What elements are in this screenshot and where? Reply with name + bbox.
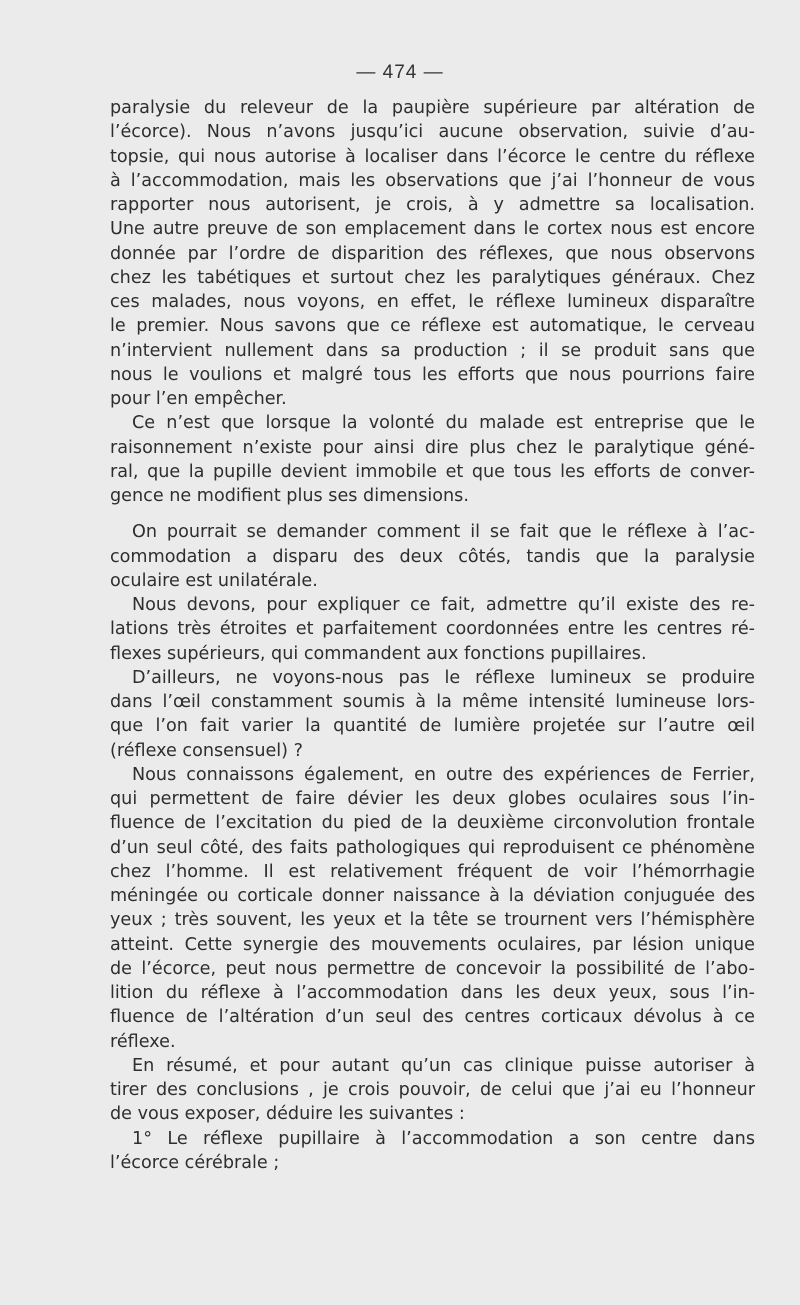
- text-line: (réflexe consensuel) ?: [110, 740, 303, 761]
- text-line: raisonnement n’existe pour ainsi dire plus chez le paralytique géné-: [110, 437, 755, 458]
- text-line: ces malades, nous voyons, en effet, le réflexe lumineux disparaître: [110, 292, 755, 312]
- text-line: gence ne modifient plus ses dimensions.: [110, 486, 469, 506]
- text-line: qui permettent de faire dévier les deux globes oculaires sous l’in-: [110, 789, 755, 809]
- text-line: tirer des conclusions , je crois pouvoir, de celui que j’ai eu l’honneur: [110, 1080, 755, 1100]
- text-line: chez l’homme. Il est relativement fréquent de voir l’hémorrhagie: [110, 861, 755, 882]
- text-line: commodation a disparu des deux côtés, tandis que la paralysie: [110, 546, 755, 567]
- text-line: On pourrait se demander comment il se fait que le réflexe à l’ac-: [132, 522, 755, 543]
- text-line: pour l’en empêcher.: [110, 389, 287, 409]
- body-text: [110, 96, 755, 1175]
- text-line: réflexe.: [110, 1031, 176, 1052]
- text-line: chez les tabétiques et surtout chez les paralytiques généraux. Chez: [110, 267, 755, 288]
- text-line: rapporter nous autorisent, je crois, à y admettre sa localisation.: [110, 195, 755, 215]
- text-line: à l’accommodation, mais les observations que j’ai l’honneur de vous: [110, 170, 755, 191]
- paragraph-gap: [110, 508, 755, 520]
- page-number: — 474 —: [356, 62, 444, 83]
- text-line: méningée ou corticale donner naissance à la déviation conjuguée des: [110, 886, 755, 906]
- text-line: n’intervient nullement dans sa production ; il se produit sans que: [110, 340, 755, 361]
- text-line: de vous exposer, déduire les suivantes :: [110, 1104, 465, 1125]
- text-line: fluence de l’altération d’un seul des centres corticaux dévolus à ce: [110, 1007, 755, 1028]
- text-line: Une autre preuve de son emplacement dans le cortex nous est encore: [110, 219, 755, 240]
- text-line: D’ailleurs, ne voyons-nous pas le réflexe lumineux se produire: [132, 667, 755, 688]
- text-line: dans l’œil constamment soumis à la même intensité lumineuse lors-: [110, 692, 755, 712]
- text-line: de l’écorce, peut nous permettre de concevoir la possibilité de l’abo-: [110, 958, 755, 979]
- text-line: l’écorce cérébrale ;: [110, 1152, 280, 1173]
- text-line: d’un seul côté, des faits pathologiques qui reproduisent ce phénomène: [110, 837, 755, 858]
- text-line: flexes supérieurs, qui commandent aux fonctions pupillaires.: [110, 643, 647, 664]
- text-line: Nous devons, pour expliquer ce fait, admettre qu’il existe des re-: [132, 595, 755, 615]
- text-line: 1° Le réflexe pupillaire à l’accommodation a son centre dans: [132, 1128, 755, 1149]
- text-line: lition du réflexe à l’accommodation dans les deux yeux, sous l’in-: [110, 983, 755, 1003]
- text-line: l’écorce). Nous n’avons jusqu’ici aucune observation, suivie d’au-: [110, 122, 755, 143]
- text-line: yeux ; très souvent, les yeux et la tête se trournent vers l’hémisphère: [110, 910, 755, 931]
- text-line: fluence de l’excitation du pied de la deuxième circonvolution frontale: [110, 813, 755, 834]
- text-line: lations très étroites et parfaitement coordonnées entre les centres ré-: [110, 619, 755, 640]
- text-line: le premier. Nous savons que ce réflexe est automatique, le cerveau: [110, 316, 755, 337]
- text-line: atteint. Cette synergie des mouvements oculaires, par lésion unique: [110, 934, 755, 955]
- text-line: En résumé, et pour autant qu’un cas clinique puisse autoriser à: [132, 1055, 755, 1076]
- text-line: Nous connaissons également, en outre des expériences de Ferrier,: [132, 764, 755, 785]
- text-line: ral, que la pupille devient immobile et que tous les efforts de conver-: [110, 461, 755, 482]
- text-line: donnée par l’ordre de disparition des réflexes, que nous observons: [110, 243, 755, 264]
- text-line: nous le voulions et malgré tous les efforts que nous pourrions faire: [110, 364, 755, 385]
- text-line: topsie, qui nous autorise à localiser dans l’écorce le centre du réflexe: [110, 146, 755, 167]
- text-line: que l’on fait varier la quantité de lumière projetée sur l’autre œil: [110, 716, 755, 737]
- text-line: Ce n’est que lorsque la volonté du malade est entreprise que le: [132, 413, 755, 434]
- text-line: oculaire est unilatérale.: [110, 570, 318, 591]
- text-line: paralysie du releveur de la paupière supérieure par altération de: [110, 98, 755, 118]
